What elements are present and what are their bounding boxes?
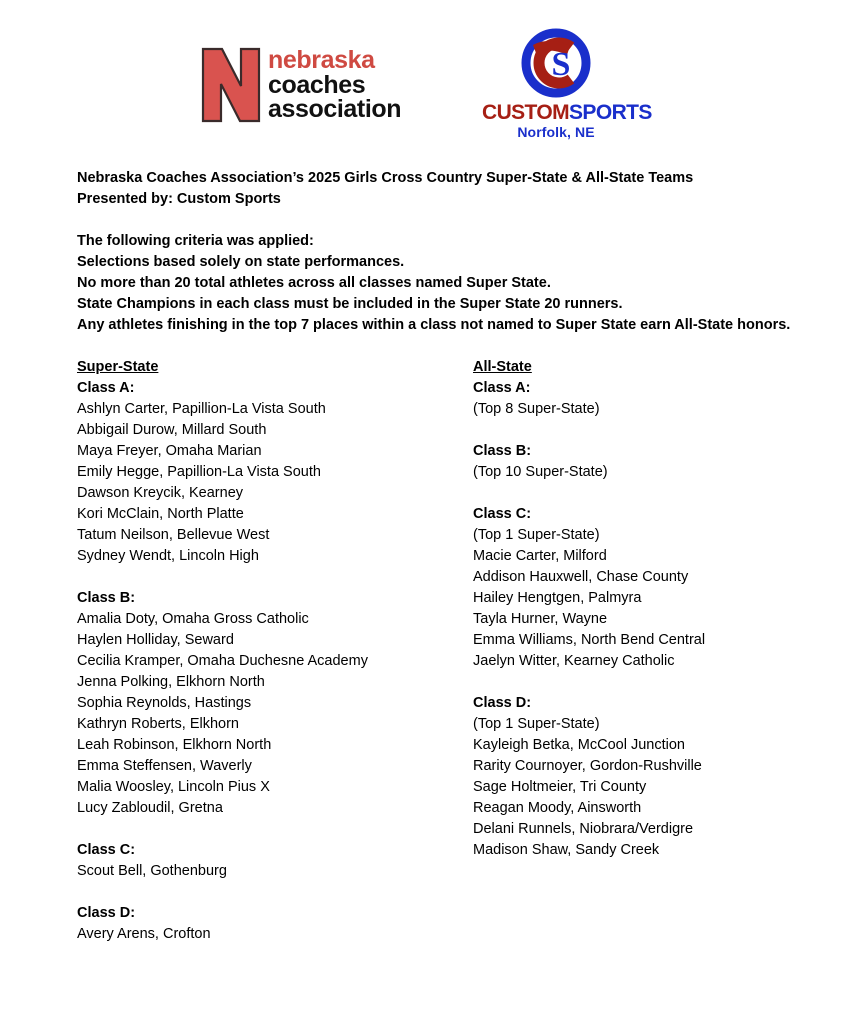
nebraska-coaches-association-logo — [200, 40, 425, 130]
class-heading-d: Class D: — [473, 695, 532, 711]
list-item: Haylen Holliday, Seward — [77, 632, 234, 648]
document-body — [77, 168, 837, 942]
list-item: Macie Carter, Milford — [473, 548, 607, 564]
criteria-item: Selections based solely on state performances. — [77, 254, 405, 270]
page-title: Nebraska Coaches Association’s 2025 Girls Cross Country Super-State & All-State Teams — [77, 170, 694, 186]
class-heading-d: Class D: — [77, 905, 136, 921]
list-item: Delani Runnels, Niobrara/Verdigre — [473, 821, 694, 837]
list-item: Maya Freyer, Omaha Marian — [77, 443, 262, 459]
list-item: Tatum Neilson, Bellevue West — [77, 527, 270, 543]
criteria-item: No more than 20 total athletes across all classes named Super State. — [77, 275, 551, 291]
header-block — [77, 168, 837, 210]
spacer — [77, 210, 837, 231]
spacer — [77, 819, 472, 840]
list-item: Madison Shaw, Sandy Creek — [473, 842, 660, 858]
all-state-heading: All-State — [473, 359, 532, 375]
spacer — [473, 420, 837, 441]
criteria-intro: The following criteria was applied: — [77, 233, 314, 249]
nca-wordmark-line-association: association — [268, 95, 402, 124]
spacer — [473, 483, 837, 504]
class-heading-b: Class B: — [473, 443, 532, 459]
list-item: Tayla Hurner, Wayne — [473, 611, 608, 627]
logo-band — [0, 0, 865, 150]
list-item: Scout Bell, Gothenburg — [77, 863, 227, 879]
list-item: Abbigail Durow, Millard South — [77, 422, 267, 438]
list-item: Ashlyn Carter, Papillion-La Vista South — [77, 401, 326, 417]
class-note: (Top 1 Super-State) — [473, 716, 600, 732]
class-heading-a: Class A: — [473, 380, 531, 396]
criteria-item: State Champions in each class must be included in the Super State 20 runners. — [77, 296, 623, 312]
list-item: Lucy Zabloudil, Gretna — [77, 800, 223, 816]
class-heading-c: Class C: — [77, 842, 136, 858]
class-heading-c: Class C: — [473, 506, 532, 522]
presented-by-line: Presented by: Custom Sports — [77, 191, 281, 207]
list-item: Malia Woosley, Lincoln Pius X — [77, 779, 270, 795]
super-state-column — [77, 357, 472, 945]
list-item: Kayleigh Betka, McCool Junction — [473, 737, 685, 753]
list-item: Kori McClain, North Platte — [77, 506, 244, 522]
list-item: Kathryn Roberts, Elkhorn — [77, 716, 239, 732]
list-item: Emma Steffensen, Waverly — [77, 758, 252, 774]
spacer — [77, 882, 472, 903]
list-item: Hailey Hengtgen, Palmyra — [473, 590, 642, 606]
criteria-item: Any athletes finishing in the top 7 places within a class not named to Super State earn All-State honors. — [77, 317, 791, 333]
class-note: (Top 10 Super-State) — [473, 464, 608, 480]
class-note: (Top 1 Super-State) — [473, 527, 600, 543]
list-item: Emma Williams, North Bend Central — [473, 632, 706, 648]
nca-wordmark — [268, 48, 401, 122]
class-heading-a: Class A: — [77, 380, 135, 396]
custom-sports-wordmark — [482, 101, 652, 125]
svg-text:S: S — [551, 46, 571, 83]
list-item: Emily Hegge, Papillion-La Vista South — [77, 464, 321, 480]
list-item: Reagan Moody, Ainsworth — [473, 800, 642, 816]
nca-n-monogram-icon — [200, 46, 262, 124]
list-item: Sophia Reynolds, Hastings — [77, 695, 252, 711]
custom-sports-logo — [482, 28, 652, 140]
list-item: Rarity Cournoyer, Gordon-Rushville — [473, 758, 702, 774]
all-state-column — [473, 357, 837, 861]
custom-sports-word-custom: CUSTOM — [482, 101, 570, 124]
class-heading-b: Class B: — [77, 590, 136, 606]
list-item: Sydney Wendt, Lincoln High — [77, 548, 259, 564]
super-state-heading: Super-State — [77, 359, 159, 375]
custom-sports-circle-cs-icon — [513, 28, 599, 100]
list-item: Jenna Polking, Elkhorn North — [77, 674, 265, 690]
nca-wordmark-line-coaches: coaches — [268, 70, 366, 99]
list-item: Dawson Kreycik, Kearney — [77, 485, 244, 501]
custom-sports-word-sports: SPORTS — [569, 101, 652, 124]
criteria-block — [77, 231, 837, 336]
list-item: Cecilia Kramper, Omaha Duchesne Academy — [77, 653, 368, 669]
list-item: Amalia Doty, Omaha Gross Catholic — [77, 611, 309, 627]
spacer — [77, 567, 472, 588]
list-item: Sage Holtmeier, Tri County — [473, 779, 647, 795]
spacer — [473, 672, 837, 693]
list-item: Avery Arens, Crofton — [77, 926, 211, 942]
custom-sports-city-label: Norfolk, NE — [517, 124, 595, 140]
class-note: (Top 8 Super-State) — [473, 401, 600, 417]
nca-wordmark-line-nebraska: nebraska — [268, 46, 375, 75]
list-item: Addison Hauxwell, Chase County — [473, 569, 689, 585]
list-item: Jaelyn Witter, Kearney Catholic — [473, 653, 675, 669]
list-item: Leah Robinson, Elkhorn North — [77, 737, 272, 753]
